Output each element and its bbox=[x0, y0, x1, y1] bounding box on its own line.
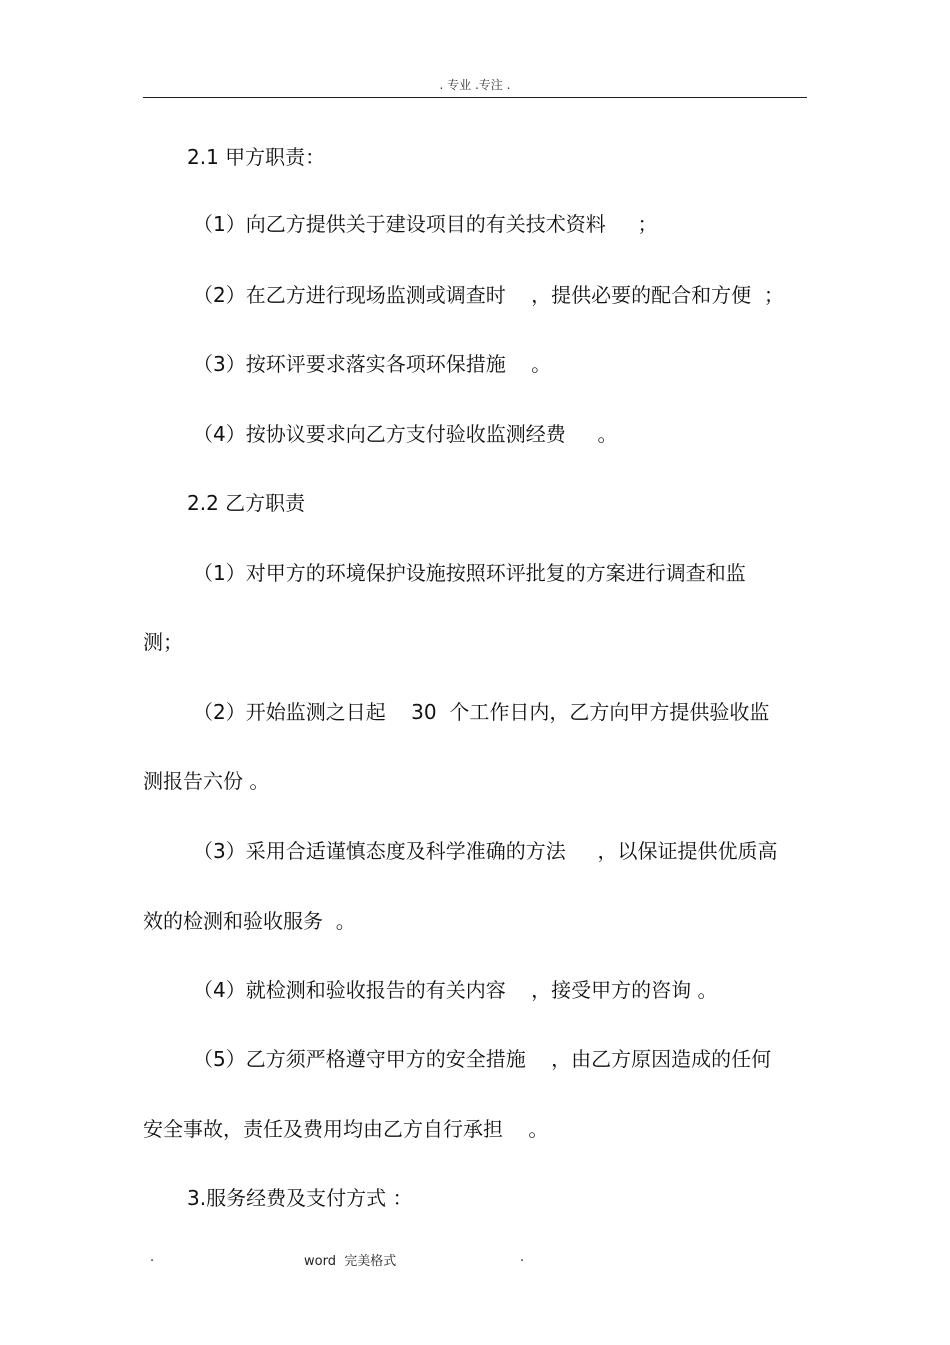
header-rule bbox=[143, 97, 807, 98]
section-2-2-item-1-line-2: 测； bbox=[143, 630, 183, 654]
section-2-1-item-3: （3）按环评要求落实各项环保措施 。 bbox=[193, 352, 552, 376]
section-2-1-item-1: （1）向乙方提供关于建设项目的有关技术资料 ； bbox=[193, 212, 658, 236]
section-2-2-item-3-line-2: 效的检测和验收服务 。 bbox=[143, 909, 356, 933]
section-3-title: 3.服务经费及支付方式 ： bbox=[187, 1186, 413, 1210]
section-2-2-item-2-line-1: （2）开始监测之日起 30 个工作日内，乙方向甲方提供验收监 bbox=[193, 700, 770, 724]
section-2-1-item-2: （2）在乙方进行现场监测或调查时 ，提供必要的配合和方便 ； bbox=[193, 283, 784, 307]
section-2-2-item-5-line-2: 安全事故，责任及费用均由乙方自行承担 。 bbox=[143, 1117, 549, 1141]
section-2-1-title: 2.1 甲方职责： bbox=[187, 145, 326, 169]
section-2-2-item-5-line-1: （5）乙方须严格遵守甲方的安全措施 ，由乙方原因造成的任何 bbox=[193, 1047, 772, 1071]
section-2-2-item-3-line-1: （3）采用合适谨慎态度及科学准确的方法 ，以保证提供优质高 bbox=[193, 839, 778, 863]
footer-right-dot: . bbox=[520, 1250, 525, 1265]
footer-label: word 完美格式 bbox=[304, 1254, 397, 1269]
section-2-2-item-2-line-2: 测报告六份 。 bbox=[143, 769, 270, 793]
section-2-2-item-1-line-1: （1）对甲方的环境保护设施按照环评批复的方案进行调查和监 bbox=[193, 561, 746, 585]
section-2-2-title: 2.2 乙方职责 bbox=[187, 491, 306, 515]
section-2-1-item-4: （4）按协议要求向乙方支付验收监测经费 。 bbox=[193, 422, 618, 446]
page-header: . 专业 .专注 . bbox=[439, 78, 511, 92]
section-2-2-item-4: （4）就检测和验收报告的有关内容 ，接受甲方的咨询 。 bbox=[193, 978, 718, 1002]
footer-left-dot: . bbox=[150, 1250, 155, 1265]
